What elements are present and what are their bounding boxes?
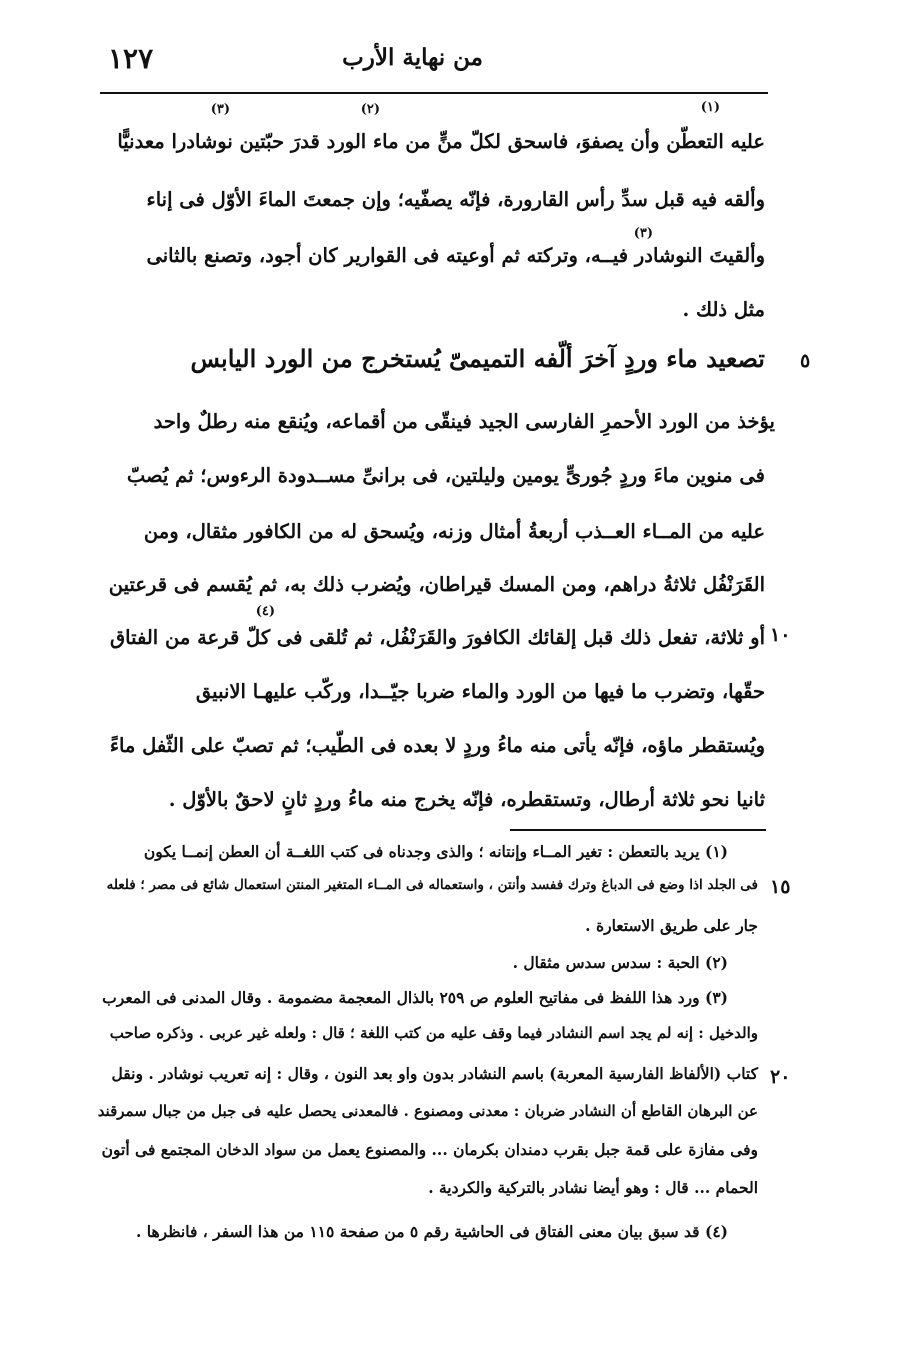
page-header bbox=[100, 36, 768, 96]
running-title: من نهاية الأرب bbox=[342, 44, 483, 71]
footnote-line: (١) يريد بالتعطن : تغير المــاء وإنتانه ؛ والذى وجدناه فى كتب اللغــة أن العطن إنمــا يكون bbox=[143, 842, 728, 861]
footnote-marker-1: (١) bbox=[700, 100, 720, 115]
text-line: ثانيا نحو ثلاثة أرطال، وتستقطره، فإنّه يخرج منه ماءُ وردٍ ثانٍ لاحقٌ بالأوّل . bbox=[168, 788, 765, 811]
text-line: أو ثلاثة، تفعل ذلك قبل إلقائك الكافورَ والقَرَنْفُل، ثم تُلقى فى كلّ قرعة من الفتاق bbox=[110, 626, 765, 649]
text-line: وألقيتَ النوشادر فيــه، وتركته ثم أوعيته فى القوارير كان أجود، وتصنع بالثانى bbox=[146, 244, 765, 267]
text-line: وألقه فيه قبل سدِّ رأس القارورة، فإنّه يصفّيه؛ وإن جمعتَ الماءَ الأوّل فى إناء bbox=[146, 188, 765, 211]
text-line: القَرَنْفُل ثلاثةُ دراهم، ومن المسك قيراطان، ويُضرب ذلك به، ثم يُقسم فى قرعتين bbox=[108, 573, 765, 596]
text-line: يؤخذ من الورد الأحمرِ الفارسى الجيد فينقّى من أقماعه، ويُنقع منه رطلٌ واحد bbox=[153, 410, 775, 433]
section-heading: تصعيد ماء وردٍ آخرَ ألّفه التميمىّ يُستخرج من الورد اليابس bbox=[190, 344, 765, 373]
text-line: مثل ذلك . bbox=[682, 298, 765, 321]
text-line: حقّها، وتضرب ما فيها من الورد والماء ضربا جيّــدا، وركّب عليهـا الانبيق bbox=[195, 680, 765, 703]
footnote-marker-3: (٣) bbox=[210, 102, 230, 117]
footnote-marker-2: (٢) bbox=[360, 102, 380, 117]
footnote-line: جار على طريق الاستعارة . bbox=[585, 916, 758, 935]
footnote-line: فى الجلد اذا وضع فى الدباغ وترك ففسد وأنتن ، واستعماله فى المــاء المتغير المنتن استعمال شائع فى مصر ؛ فلعله bbox=[106, 877, 758, 893]
footnote-line: الحمام ... قال : وهو أيضا نشادر بالتركية والكردية . bbox=[428, 1178, 758, 1197]
footnote-line: (٤) قد سبق بيان معنى الفتاق فى الحاشية رقم ٥ من صفحة ١١٥ من هذا السفر ، فانظرها . bbox=[135, 1222, 728, 1241]
footnote-rule bbox=[510, 829, 766, 831]
text-line: فى منوين ماءَ وردٍ جُورىٍّ يومين وليلتين، فى برانىِّ مســدودة الرءوس؛ ثم يُصبّ bbox=[126, 464, 765, 487]
line-number-5: ٥ bbox=[800, 350, 811, 372]
line-number-10: ١٠ bbox=[770, 624, 791, 646]
footnote-marker-4: (٤) bbox=[255, 604, 275, 619]
footnote-line: وفى مفازة على قمة جبل بقرب دمندان بكرمان ... والمصنوع يعمل من سواد الدخان المجتمع فى أتون bbox=[101, 1140, 758, 1159]
footnote-line: (٣) ورد هذا اللفظ فى مفاتيح العلوم ص ٢٥٩ بالذال المعجمة مضمومة . وقال المدنى فى المعرب bbox=[102, 988, 728, 1007]
text-line: عليه من المــاء العــذب أربعةُ أمثال وزنه، ويُسحق له من الكافور مثقال، ومن bbox=[143, 520, 765, 543]
footnote-marker-3b: (٣) bbox=[633, 226, 653, 241]
line-number-20: ٢٠ bbox=[770, 1066, 791, 1088]
page-number: ١٢٧ bbox=[108, 42, 154, 75]
header-rule bbox=[100, 92, 768, 94]
footnote-line: والدخيل : إنه لم يجد اسم النشادر فيما وقف عليه من كتب اللغة ؛ قال : ولعله غير عربى . وذكره صاحب bbox=[109, 1024, 758, 1042]
text-line: عليه التعطّن وأن يصفوَ، فاسحق لكلّ منٍّ من ماء الورد قدرَ حبّتين نوشادرا معدنيًّا bbox=[117, 130, 765, 153]
footnote-line: (٢) الحبة : سدس سدس مثقال . bbox=[512, 953, 728, 972]
text-line: ويُستقطر ماؤه، فإنّه يأتى منه ماءُ وردٍ لا بعده فى الطّيب؛ ثم تصبّ على الثّفل ماءً bbox=[109, 734, 765, 757]
footnote-line: كتاب (الألفاظ الفارسية المعربة) باسم النشادر بدون واو بعد النون ، وقال : إنه تعريب نوشادر . ونقل bbox=[111, 1064, 758, 1083]
footnote-line: عن البرهان القاطع أن النشادر ضربان : معدنى ومصنوع . فالمعدنى يحصل عليه فى جبل من جبال سمرقند bbox=[97, 1102, 758, 1120]
line-number-15: ١٥ bbox=[770, 876, 791, 898]
